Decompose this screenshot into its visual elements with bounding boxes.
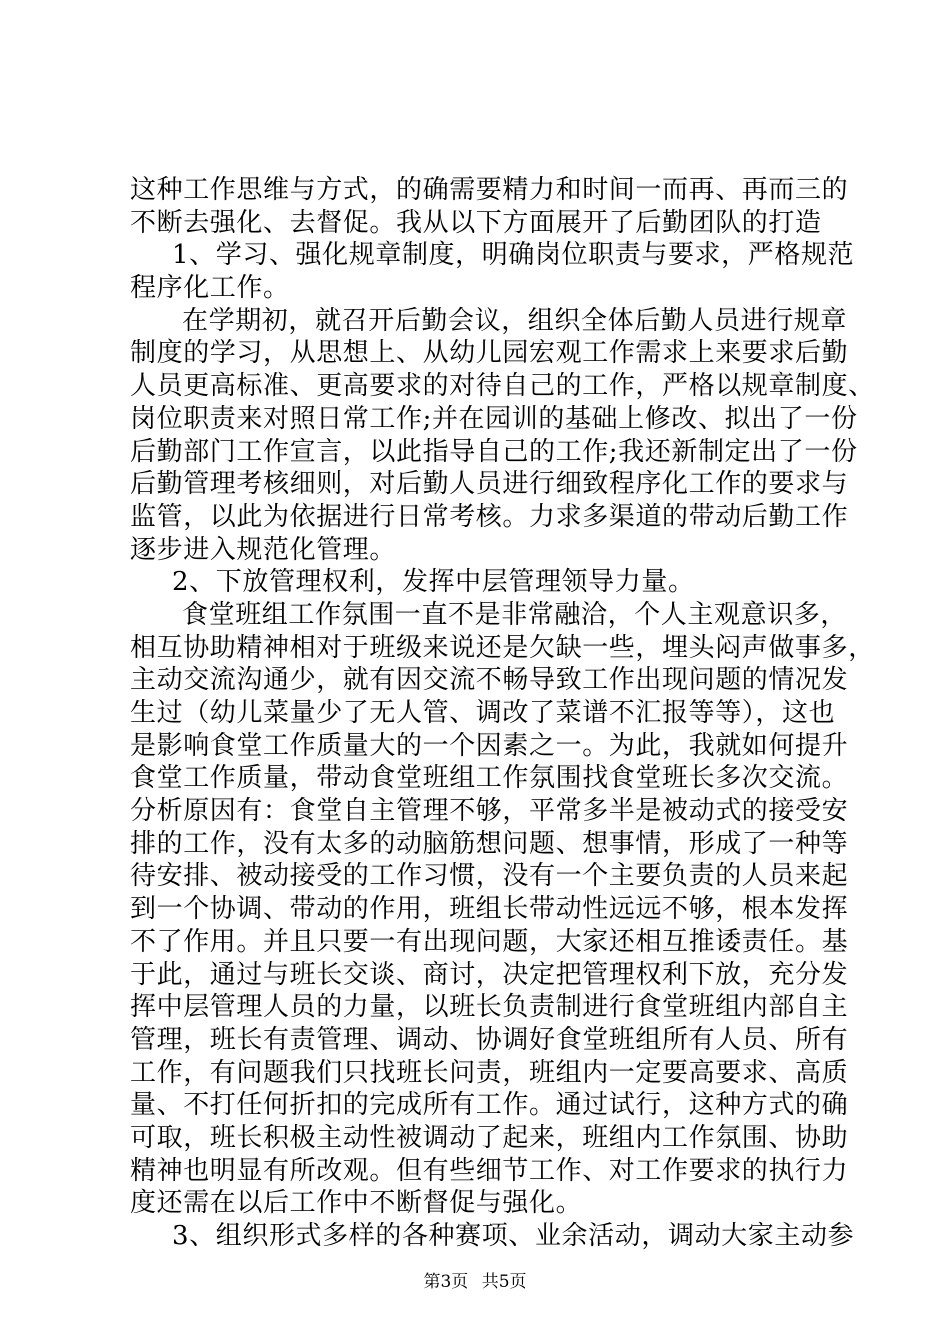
text-line: 人员更高标准、更高要求的对待自己的工作，严格以规章制度、 [130,371,875,402]
text-line: 量、不打任何折扣的完成所有工作。通过试行，这种方式的确 [130,1090,849,1121]
text-line: 后勤管理考核细则，对后勤人员进行细致程序化工作的要求与 [130,469,849,500]
text-line: 可取，班长积极主动性被调动了起来，班组内工作氛围、协助 [130,1122,849,1153]
text-line: 在学期初，就召开后勤会议，组织全体后勤人员进行规章 [182,305,848,336]
text-line: 制度的学习，从思想上、从幼儿园宏观工作需求上来要求后勤 [130,338,849,369]
text-line: 逐步进入规范化管理。 [130,534,397,565]
text-line: 这种工作思维与方式，的确需要精力和时间一而再、再而三的 [130,175,849,205]
page-current: 第3页 [423,1272,469,1292]
text-line: 于此，通过与班长交谈、商讨，决定把管理权利下放，充分发 [130,959,849,990]
text-line: 待安排、被动接受的工作习惯，没有一个主要负责的人员来起 [130,861,849,892]
text-line: 3、组织形式多样的各种赛项、业余活动，调动大家主动参 [172,1221,855,1251]
text-line: 生过（幼儿菜量少了无人管、调改了菜谱不汇报等等），这也 [130,698,836,728]
text-line: 主动交流沟通少，就有因交流不畅导致工作出现问题的情况发 [130,665,849,696]
text-line: 食堂工作质量，带动食堂班组工作氛围找食堂班长多次交流。 [130,763,849,794]
text-line: 2、下放管理权利，发挥中层管理领导力量。 [172,567,695,598]
text-line: 工作，有问题我们只找班长问责，班组内一定要高要求、高质 [130,1057,849,1088]
text-line: 监管，以此为依据进行日常考核。力求多渠道的带动后勤工作 [130,501,849,532]
page-total: 共5页 [481,1272,527,1292]
text-line: 排的工作，没有太多的动脑筋想问题、想事情，形成了一种等 [130,828,849,859]
text-line: 精神也明显有所改观。但有些细节工作、对工作要求的执行力 [130,1155,849,1186]
document-body [130,174,875,1253]
text-line: 分析原因有：食堂自主管理不够，平常多半是被动式的接受安 [130,796,849,827]
text-line: 管理，班长有责管理、调动、协调好食堂班组所有人员、所有 [130,1024,849,1055]
text-line: 到一个协调、带动的作用，班组长带动性远远不够，根本发挥 [130,894,849,925]
text-line: 1、学习、强化规章制度，明确岗位职责与要求，严格规范 [172,240,855,271]
text-line: 度还需在以后工作中不断督促与强化。 [130,1188,583,1219]
text-line: 后勤部门工作宣言，以此指导自己的工作;我还新制定出了一份 [130,436,858,467]
page-footer [0,1271,950,1293]
text-line: 是影响食堂工作质量大的一个因素之一。为此，我就如何提升 [130,730,849,761]
text-line: 程序化工作。 [130,273,290,304]
text-line: 岗位职责来对照日常工作;并在园训的基础上修改、拟出了一份 [130,403,858,434]
text-line: 不了作用。并且只要一有出现问题，大家还相互推诿责任。基 [130,926,849,957]
text-line: 挥中层管理人员的力量，以班长负责制进行食堂班组内部自主 [130,992,849,1023]
text-line: 不断去强化、去督促。我从以下方面展开了后勤团队的打造 [130,207,822,238]
text-line: 相互协助精神相对于班级来说还是欠缺一些，埋头闷声做事多， [130,632,875,663]
text-line: 食堂班组工作氛围一直不是非常融洽，个人主观意识多， [182,599,848,630]
